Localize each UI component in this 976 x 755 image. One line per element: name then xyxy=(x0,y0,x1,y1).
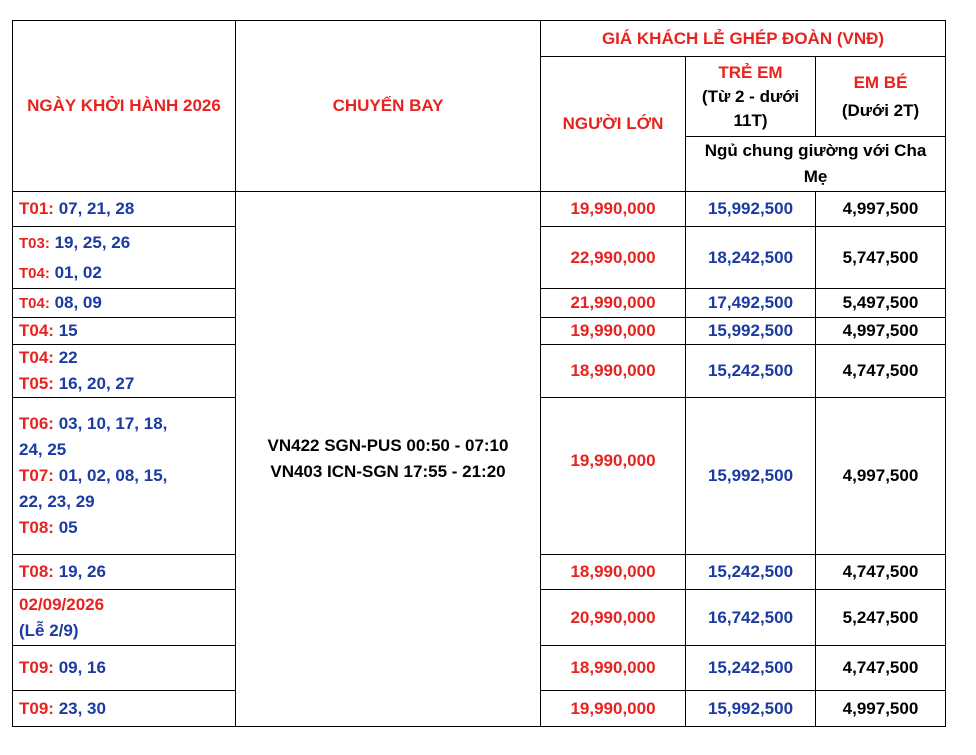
month-label: T04: xyxy=(19,321,54,340)
holiday-date: 02/09/2026 xyxy=(19,594,105,614)
departure-dates xyxy=(13,398,236,555)
adult-price: 19,990,000 xyxy=(541,691,686,727)
baby-price: 4,997,500 xyxy=(816,398,946,555)
month-label: T04: xyxy=(19,264,50,282)
child-price: 15,992,500 xyxy=(686,192,816,227)
days-list: 03, 10, 17, 18, xyxy=(53,414,168,433)
baby-price: 5,247,500 xyxy=(816,590,946,646)
adult-price: 18,990,000 xyxy=(541,345,686,398)
month-label: T08: xyxy=(19,518,54,537)
departure-dates xyxy=(13,289,236,318)
departure-dates xyxy=(13,345,236,398)
header-baby-title: EM BÉ xyxy=(853,72,908,92)
month-label: T05: xyxy=(19,374,54,393)
header-baby-range: (Dưới 2T) xyxy=(841,100,920,120)
days-list: 05 xyxy=(53,518,78,537)
days-list: 22 xyxy=(53,348,78,367)
child-price: 18,242,500 xyxy=(686,227,816,289)
baby-price: 4,747,500 xyxy=(816,555,946,590)
child-price: 17,492,500 xyxy=(686,289,816,318)
month-label: T03: xyxy=(19,234,50,252)
flight-info xyxy=(236,192,541,727)
departure-dates xyxy=(13,227,236,289)
month-label: T01: xyxy=(19,199,54,218)
month-label: T09: xyxy=(19,658,54,677)
table-row xyxy=(13,192,946,227)
header-child-range: (Từ 2 - dưới 11T) xyxy=(701,86,800,130)
adult-price: 19,990,000 xyxy=(541,398,686,555)
days-list: 19, 25, 26 xyxy=(49,232,131,252)
month-label: T04: xyxy=(19,294,50,312)
month-label: T07: xyxy=(19,466,54,485)
flight-outbound: VN422 SGN-PUS 00:50 - 07:10 xyxy=(267,436,509,455)
days-list: 22, 23, 29 xyxy=(19,492,95,511)
tour-price-table xyxy=(12,20,946,727)
adult-price: 19,990,000 xyxy=(541,318,686,345)
days-list: 01, 02, 08, 15, xyxy=(53,466,168,485)
month-label: T06: xyxy=(19,414,54,433)
departure-dates xyxy=(13,192,236,227)
baby-price: 5,497,500 xyxy=(816,289,946,318)
holiday-note: (Lễ 2/9) xyxy=(19,620,79,640)
header-adult: NGƯỜI LỚN xyxy=(541,57,686,192)
departure-dates xyxy=(13,646,236,691)
departure-dates xyxy=(13,691,236,727)
adult-price: 18,990,000 xyxy=(541,555,686,590)
month-label: T09: xyxy=(19,698,54,718)
days-list: 01, 02 xyxy=(49,262,102,282)
days-list: 19, 26 xyxy=(53,562,106,581)
baby-price: 4,747,500 xyxy=(816,345,946,398)
header-child xyxy=(686,57,816,137)
baby-price: 4,997,500 xyxy=(816,691,946,727)
departure-dates xyxy=(13,590,236,646)
baby-price: 4,997,500 xyxy=(816,192,946,227)
days-list: 16, 20, 27 xyxy=(53,374,135,393)
header-departure-date: NGÀY KHỞI HÀNH 2026 xyxy=(13,21,236,192)
header-group-price: GIÁ KHÁCH LẺ GHÉP ĐOÀN (VNĐ) xyxy=(541,21,946,57)
child-price: 15,992,500 xyxy=(686,398,816,555)
departure-dates xyxy=(13,555,236,590)
header-shared-bed: Ngủ chung giường với Cha Mẹ xyxy=(686,137,946,192)
header-flight: CHUYẾN BAY xyxy=(236,21,541,192)
header-row-1 xyxy=(13,21,946,57)
baby-price: 5,747,500 xyxy=(816,227,946,289)
adult-price: 21,990,000 xyxy=(541,289,686,318)
child-price: 15,242,500 xyxy=(686,555,816,590)
adult-price: 18,990,000 xyxy=(541,646,686,691)
baby-price: 4,747,500 xyxy=(816,646,946,691)
month-label: T04: xyxy=(19,348,54,367)
header-child-title: TRẺ EM xyxy=(718,62,783,82)
baby-price: 4,997,500 xyxy=(816,318,946,345)
days-list: 07, 21, 28 xyxy=(53,199,135,218)
child-price: 15,992,500 xyxy=(686,318,816,345)
month-label: T08: xyxy=(19,562,54,581)
days-list: 15 xyxy=(53,321,78,340)
adult-price: 22,990,000 xyxy=(541,227,686,289)
child-price: 15,242,500 xyxy=(686,345,816,398)
adult-price: 19,990,000 xyxy=(541,192,686,227)
adult-price: 20,990,000 xyxy=(541,590,686,646)
header-baby xyxy=(816,57,946,137)
flight-return: VN403 ICN-SGN 17:55 - 21:20 xyxy=(270,462,506,481)
child-price: 16,742,500 xyxy=(686,590,816,646)
days-list: 08, 09 xyxy=(49,292,102,312)
child-price: 15,242,500 xyxy=(686,646,816,691)
days-list: 23, 30 xyxy=(53,698,106,718)
departure-dates xyxy=(13,318,236,345)
child-price: 15,992,500 xyxy=(686,691,816,727)
days-list: 09, 16 xyxy=(53,658,106,677)
days-list: 24, 25 xyxy=(19,440,67,459)
